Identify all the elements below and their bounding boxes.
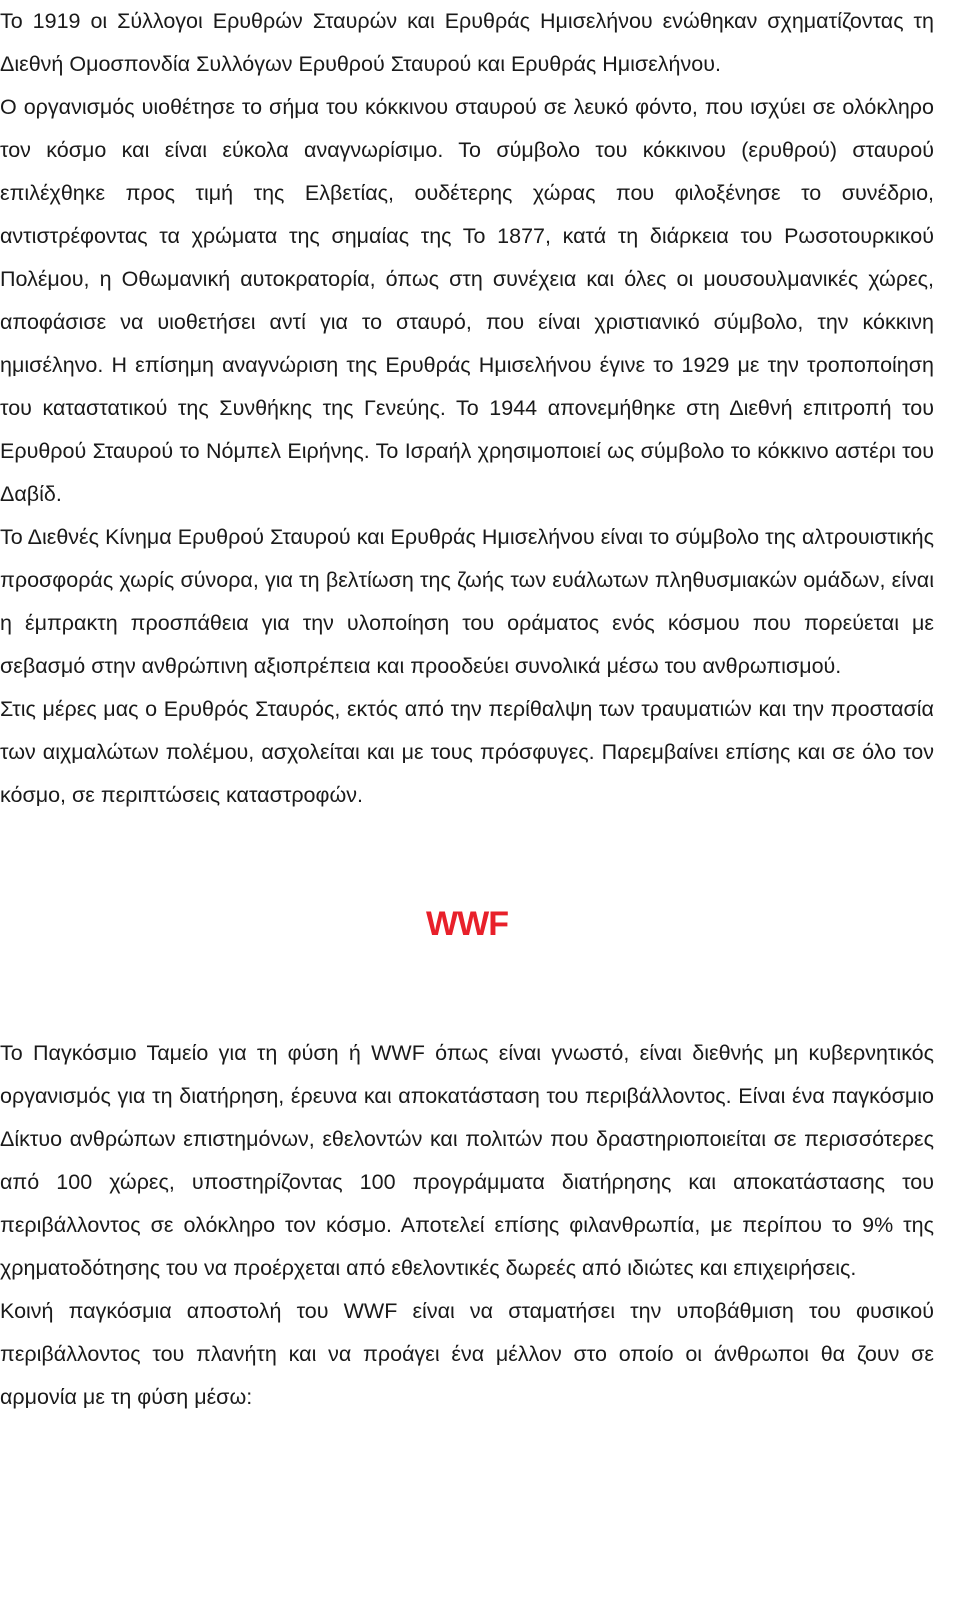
paragraph-wwf-mission: Κοινή παγκόσμια αποστολή του WWF είναι να σταματήσει την υποβάθμιση του φυσικού περιβάλλοντος του πλανήτη και να προάγει ένα μέλλον στο οποίο οι άνθρωποι θα ζουν σε αρμονία με τη φύση μέσω: bbox=[0, 1299, 934, 1409]
paragraph-federation: Το 1919 οι Σύλλογοι Ερυθρών Σταυρών και Ερυθράς Ημισελήνου ενώθηκαν σχηματίζοντας τη Διεθνή Ομοσπονδία Συλλόγων Ερυθρού Σταυρού και Ερυθράς Ημισελήνου. bbox=[0, 9, 934, 76]
spacer bbox=[0, 817, 934, 860]
paragraph-red-cross-today: Στις μέρες μας ο Ερυθρός Σταυρός, εκτός από την περίθαλψη των τραυματιών και την προστασία των αιχμαλώτων πολέμου, ασχολείται και με τους πρόσφυγες. Παρεμβαίνει επίσης και σε όλο τον κόσμο, σε περιπτώσεις καταστροφών. bbox=[0, 697, 934, 807]
paragraph-wwf-intro: Το Παγκόσμιο Ταμείο για τη φύση ή WWF όπως είναι γνωστό, είναι διεθνής μη κυβερνητικός οργανισμός για τη διατήρηση, έρευνα και αποκατάσταση του περιβάλλοντος. Είναι ένα παγκόσμιο Δίκτυο ανθρώπων επιστημόνων, εθελοντών και πολιτών που δραστηριοποιείται σε περισσότερες από 100 χώρες, υποστηρίζοντας 100 προγράμματα διατήρησης και αποκατάστασης του περιβάλλοντος σε ολόκληρο τον κόσμο. Αποτελεί επίσης φιλανθρωπία, με περίπου το 9% της χρηματοδότησης του να προέρχεται από εθελοντικές δωρεές από ιδιώτες και επιχειρήσεις. bbox=[0, 1041, 934, 1280]
paragraph-red-cross-symbol: Ο οργανισμός υιοθέτησε το σήμα του κόκκινου σταυρού σε λευκό φόντο, που ισχύει σε ολόκληρο τον κόσμο και είναι εύκολα αναγνωρίσιμο. Το σύμβολο του κόκκινου (ερυθρού) σταυρού επιλέχθηκε προς τιμή της Ελβετίας, ουδέτερης χώρας που φιλοξένησε το συνέδριο, αντιστρέφοντας τα χρώματα της σημαίας της Το 1877, κατά τη διάρκεια του Ρωσοτουρκικού Πολέμου, η Οθωμανική αυτοκρατορία, όπως στη συνέχεια και όλες οι μουσουλμανικές χώρες, αποφάσισε να υιοθετήσει αντί για το σταυρό, που είναι χριστιανικό σύμβολο, την κόκκινη ημισέληνο. Η επίσημη αναγνώριση της Ερυθράς Ημισελήνου έγινε το 1929 με την τροποποίηση του καταστατικού της Συνθήκης της Γενεύης. Το 1944 απονεμήθηκε στη Διεθνή επιτροπή του Ερυθρού Σταυρού το Νόμπελ Ειρήνης. Το Ισραήλ χρησιμοποιεί ως σύμβολο το κόκκινο αστέρι του Δαβίδ. bbox=[0, 95, 934, 506]
spacer bbox=[0, 860, 934, 903]
wwf-heading: WWF bbox=[426, 905, 508, 943]
spacer bbox=[0, 946, 934, 989]
spacer bbox=[0, 989, 934, 1032]
paragraph-movement: Το Διεθνές Κίνημα Ερυθρού Σταυρού και Ερυθράς Ημισελήνου είναι το σύμβολο της αλτρουιστικής προσφοράς χωρίς σύνορα, για τη βελτίωση της ζωής των ευάλωτων πληθυσμιακών ομάδων, είναι η έμπρακτη προσπάθεια για την υλοποίηση του οράματος ενός κόσμου που πορεύεται με σεβασμό στην ανθρώπινη αξιοπρέπεια και προοδεύει συνολικά μέσω του ανθρωπισμού. bbox=[0, 525, 934, 678]
